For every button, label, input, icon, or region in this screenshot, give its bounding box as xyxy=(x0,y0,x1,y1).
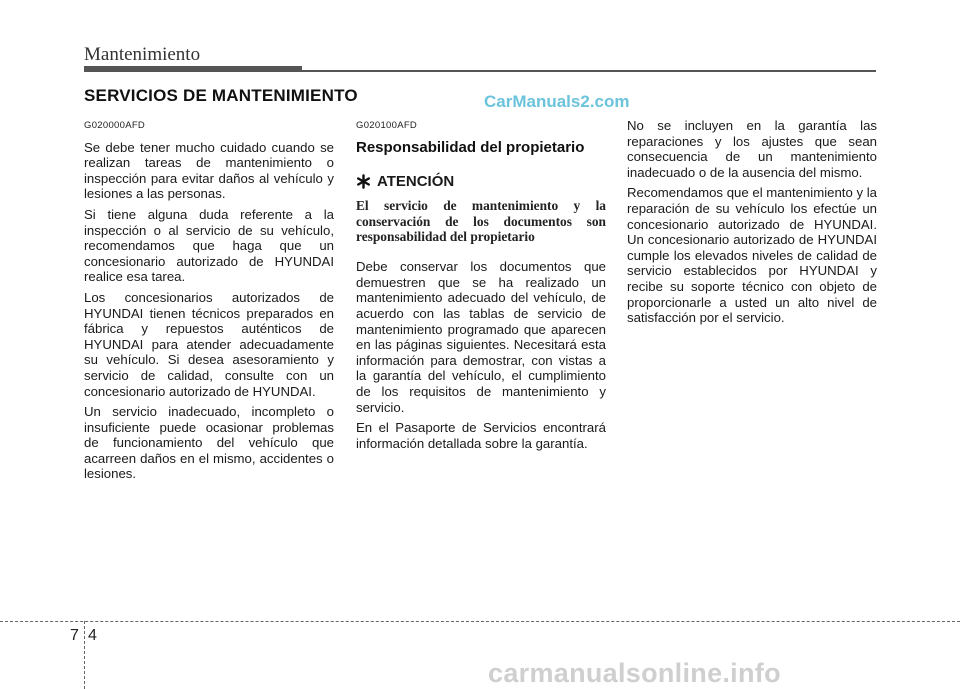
paragraph: Se debe tener mucho cuidado cuando se realizan tareas de mantenimiento o inspección para evitar daños al vehículo y lesiones a las personas. xyxy=(84,139,334,202)
caution-label: ATENCIÓN xyxy=(377,173,455,191)
watermark-top: CarManuals2.com xyxy=(484,92,630,111)
paragraph: No se incluyen en la garantía las reparaciones y los ajustes que sean consecuencia de un mantenimiento inadecuado o de la ausencia del mismo. xyxy=(627,118,877,180)
footer-rule xyxy=(0,621,960,622)
watermark-footer: carmanualsonline.info xyxy=(488,658,781,688)
paragraph: Si tiene alguna duda referente a la inspección o al servicio de su vehículo, recomendamos que haga que un concesionario autorizado de HYUNDAI realice esa tarea. xyxy=(84,206,334,285)
paragraph: Debe conservar los documentos que demuestren que se ha realizado un mantenimiento adecuado del vehículo, de acuerdo con las tablas de servicio de mantenimiento programado que aparecen en las páginas siguientes. Necesitará esta información para demostrar, con vistas a la garantía del vehículo, el cumplimiento de los requisitos de mantenimiento y servicio. xyxy=(356,259,606,415)
column-3 xyxy=(627,118,877,331)
paragraph: En el Pasaporte de Servicios encontrará información detallada sobre la garantía. xyxy=(356,420,606,451)
chapter-number: 7 xyxy=(70,627,79,644)
reference-code: G020000AFD xyxy=(84,120,146,131)
running-header-title: Mantenimiento xyxy=(84,44,201,65)
header-bar xyxy=(84,66,302,72)
asterisk-icon xyxy=(356,174,371,189)
caution-text: El servicio de mantenimiento y la conservación de los documentos son responsabilidad del propietario xyxy=(356,197,606,245)
paragraph: Recomendamos que el mantenimiento y la reparación de su vehículo los efectúe un concesionario autorizado de HYUNDAI. Un concesionario autorizado de HYUNDAI cumple los elevados niveles de calidad de servicio establecidos por HYUNDAI y recibe su soporte técnico con objeto de proporcionarle a usted un alto nivel de satisfacción por el servicio. xyxy=(627,185,877,326)
subheading: Responsabilidad del propietario xyxy=(356,138,585,156)
section-heading: SERVICIOS DE MANTENIMIENTO xyxy=(84,86,358,105)
column-2 xyxy=(356,118,606,456)
column-1 xyxy=(84,118,334,487)
footer-divider xyxy=(84,621,85,689)
reference-code: G020100AFD xyxy=(356,120,418,131)
caution-heading xyxy=(356,174,606,190)
header-rule xyxy=(302,70,876,72)
page-number: 4 xyxy=(88,627,97,644)
paragraph: Los concesionarios autorizados de HYUNDAI tienen técnicos preparados en fábrica y repuestos auténticos de HYUNDAI para atender adecuadamente su vehículo. Si desea asesoramiento y servicio de calidad, consulte con un concesionario autorizado de HYUNDAI. xyxy=(84,289,334,399)
paragraph: Un servicio inadecuado, incompleto o insuficiente puede ocasionar problemas de funcionamiento del vehículo que acarreen daños en el mismo, accidentes o lesiones. xyxy=(84,404,334,482)
